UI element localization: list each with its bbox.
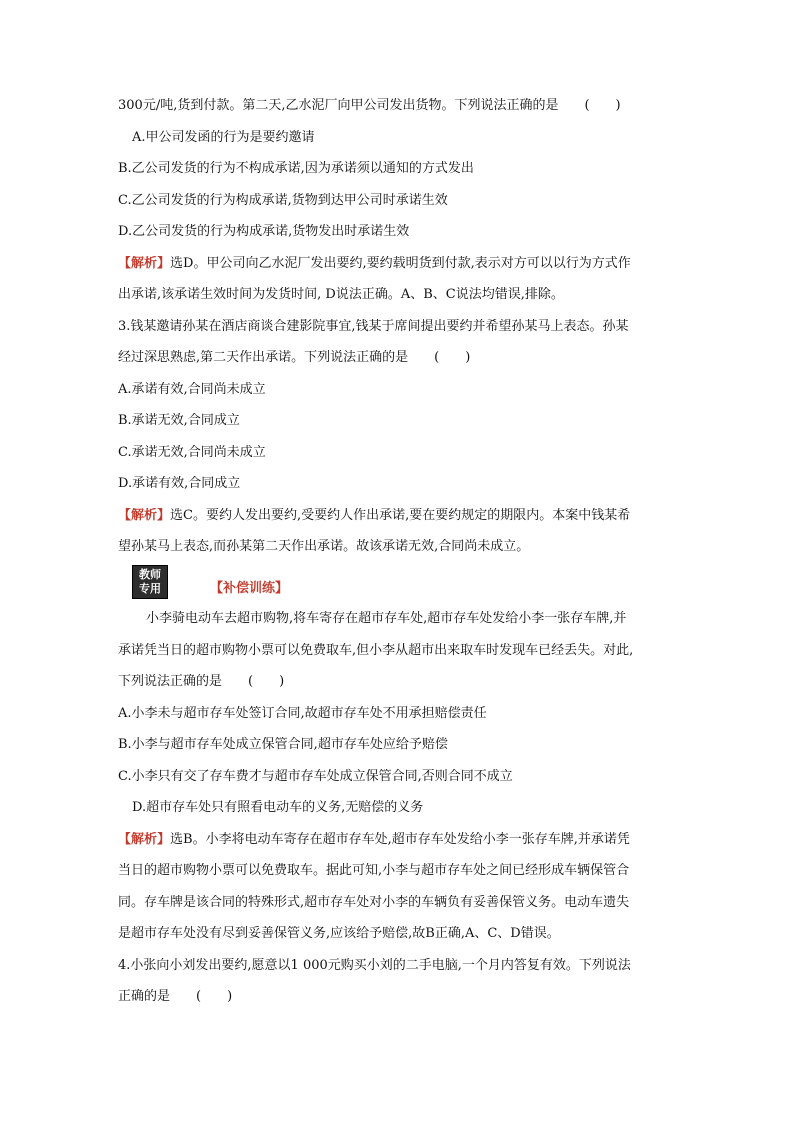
question4-stem-line1: 4.小张向小刘发出要约,愿意以1 000元购买小刘的二手电脑,一个月内答复有效。下列说法: [118, 957, 631, 973]
question3-analysis-line2: 望孙某马上表态,而孙某第二天作出承诺。故该承诺无效,合同尚未成立。: [118, 539, 530, 554]
analysis-label: 【解析】: [118, 831, 171, 847]
question3-option-d: D.承诺有效,合同成立: [118, 476, 241, 491]
question3-stem-line1: 3.钱某邀请孙某在酒店商谈合建影院事宜,钱某于席间提出要约并希望孙某马上表态。孙某: [118, 318, 629, 334]
teacher-only-section-header: [118, 567, 678, 609]
question2-option-d: D.乙公司发货的行为构成承诺,货物发出时承诺生效: [118, 224, 410, 239]
supplementary-analysis-line1: 【解析】选B。小李将电动车寄存在超市存车处,超市存车处发给小李一张存车牌,并承诺凭: [118, 831, 630, 847]
question3-analysis-line1: 【解析】选C。要约人发出要约,受要约人作出承诺,要在要约规定的期限内。本案中钱某希: [118, 507, 631, 523]
question2-option-a: A.甲公司发函的行为是要约邀请: [132, 129, 315, 145]
supplementary-analysis-line2: 当日的超市购物小票可以免费取车。据此可知,小李与超市存车处之间已经形成车辆保管合: [118, 863, 630, 878]
supplementary-stem-line2: 承诺凭当日的超市购物小票可以免费取车,但小李从超市出来取车时发现车已经丢失。对此,: [118, 642, 634, 658]
document-content: [118, 98, 678, 1021]
supplementary-option-b: B.小李与超市存车处成立保管合同,超市存车处应给予赔偿: [118, 737, 448, 752]
supplementary-training-title: 【补偿训练】: [210, 581, 289, 596]
analysis-label: 【解析】: [118, 255, 171, 271]
question2-option-c: C.乙公司发货的行为构成承诺,货物到达甲公司时承诺生效: [118, 192, 448, 208]
supplementary-option-c: C.小李只有交了存车费才与超市存车处成立保管合同,否则合同不成立: [118, 768, 513, 784]
analysis-label: 【解析】: [118, 507, 171, 523]
supplementary-option-d: D.超市存车处只有照看电动车的义务,无赔偿的义务: [132, 800, 424, 815]
supplementary-stem-line3: 下列说法正确的是 ( ): [118, 674, 285, 689]
question2-analysis-line2: 出承诺,该承诺生效时间为发货时间, D说法正确。A、B、C说法均错误,排除。: [118, 287, 564, 302]
question2-stem-continued: 300元/吨,货到付款。第二天,乙水泥厂向甲公司发出货物。下列说法正确的是 ( ): [118, 98, 621, 113]
question2-option-b: B.乙公司发货的行为不构成承诺,因为承诺须以通知的方式发出: [118, 161, 474, 176]
question4-stem-line2: 正确的是 ( ): [118, 989, 233, 1004]
question2-analysis-line1: 【解析】选D。甲公司向乙水泥厂发出要约,要约载明货到付款,表示对方可以以行为方式作: [118, 255, 631, 271]
supplementary-option-a: A.小李未与超市存车处签订合同,故超市存车处不用承担赔偿责任: [118, 705, 487, 721]
teacher-only-badge: 教师 专用: [132, 565, 168, 599]
question3-stem-line2: 经过深思熟虑,第二天作出承诺。下列说法正确的是 ( ): [118, 350, 471, 365]
question3-option-b: B.承诺无效,合同成立: [118, 413, 240, 428]
supplementary-analysis-line3: 同。存车牌是该合同的特殊形式,超市存车处对小李的车辆负有妥善保管义务。电动车遗失: [118, 894, 630, 910]
supplementary-stem-line1: 小李骑电动车去超市购物,将车寄存在超市存车处,超市存车处发给小李一张存车牌,并: [146, 611, 627, 626]
question3-option-a: A.承诺有效,合同尚未成立: [118, 381, 266, 397]
supplementary-analysis-line4: 是超市存车处没有尽到妥善保管义务,应该给予赔偿,故B正确,A、C、D错误。: [118, 926, 560, 941]
question3-option-c: C.承诺无效,合同尚未成立: [118, 444, 266, 460]
